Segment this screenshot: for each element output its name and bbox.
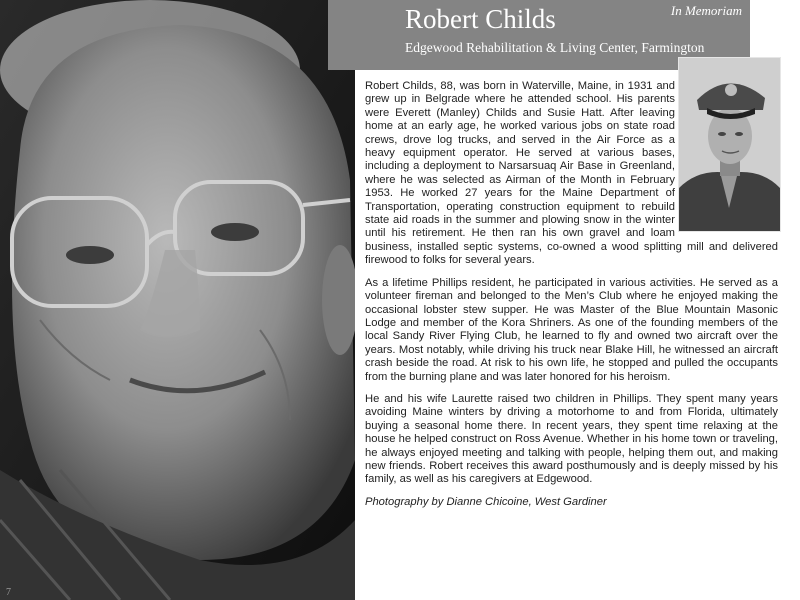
- article-paragraph: As a lifetime Phillips resident, he participated in various activities. He served as a volunteer fireman and belonged to the Men’s Club where he enjoyed making the occasional lobster stew supper. He was Master of the Blue Mountain Masonic Lodge and member of the Kora Shriners. As one of the founding members of the local Sandy River Flying Club, he learned to fly and owned two aircraft over the years. Most notably, while driving his truck near Blake Hill, he witnessed an aircraft crash beside the road. At risk to his own life, he stopped and pulled the occupants from the burning plane and was later honored for his heroism.: [365, 276, 778, 383]
- honoree-name: Robert Childs: [405, 4, 556, 34]
- obituary-article: [365, 80, 778, 518]
- in-memoriam-tag: In Memoriam: [670, 3, 742, 18]
- photo-credit: Photography by Dianne Chicoine, West Gardiner: [365, 495, 607, 508]
- facility-name: Edgewood Rehabilitation & Living Center, Farmington: [405, 40, 705, 55]
- article-paragraph: Robert Childs, 88, was born in Waterville, Maine, in 1931 and grew up in Belgrade where he attended school. His parents were Everett (Manley) Childs and Susie Hatt. After leaving home at an early age, he worked various jobs on state road crews, drove log trucks, and served in the Air Force as a heavy equipment operator. He served at various bases, including a deployment to Narsarsuaq Air Base in Greenland, where he was selected as Airman of the Month in February 1953. He worked 27 years for the Maine Department of Transportation, operating construction equipment to rebuild state aid roads in the summer and plowing snow in the winter until his retirement. He then ran his own gravel and loam business, installed septic systems, co-owned a wood splitting mill and delivered firewood to folks for several years.: [365, 80, 778, 267]
- article-paragraph: He and his wife Laurette raised two children in Phillips. They spent many years avoiding Maine winters by driving a motorhome to and from Florida, ultimately buying a seasonal home there. In recent years, they spent time relaxing at the house he helped construct on Ross Avenue. Whether in his home town or traveling, he always enjoyed meeting and talking with people, helping them out, and making new friends. Robert receives this award posthumously and is deeply missed by his family, as well as his caregivers at Edgewood.: [365, 392, 778, 486]
- page-number: 7: [6, 587, 11, 598]
- elderly-portrait-photo: [0, 0, 355, 600]
- photo-space: [675, 80, 778, 234]
